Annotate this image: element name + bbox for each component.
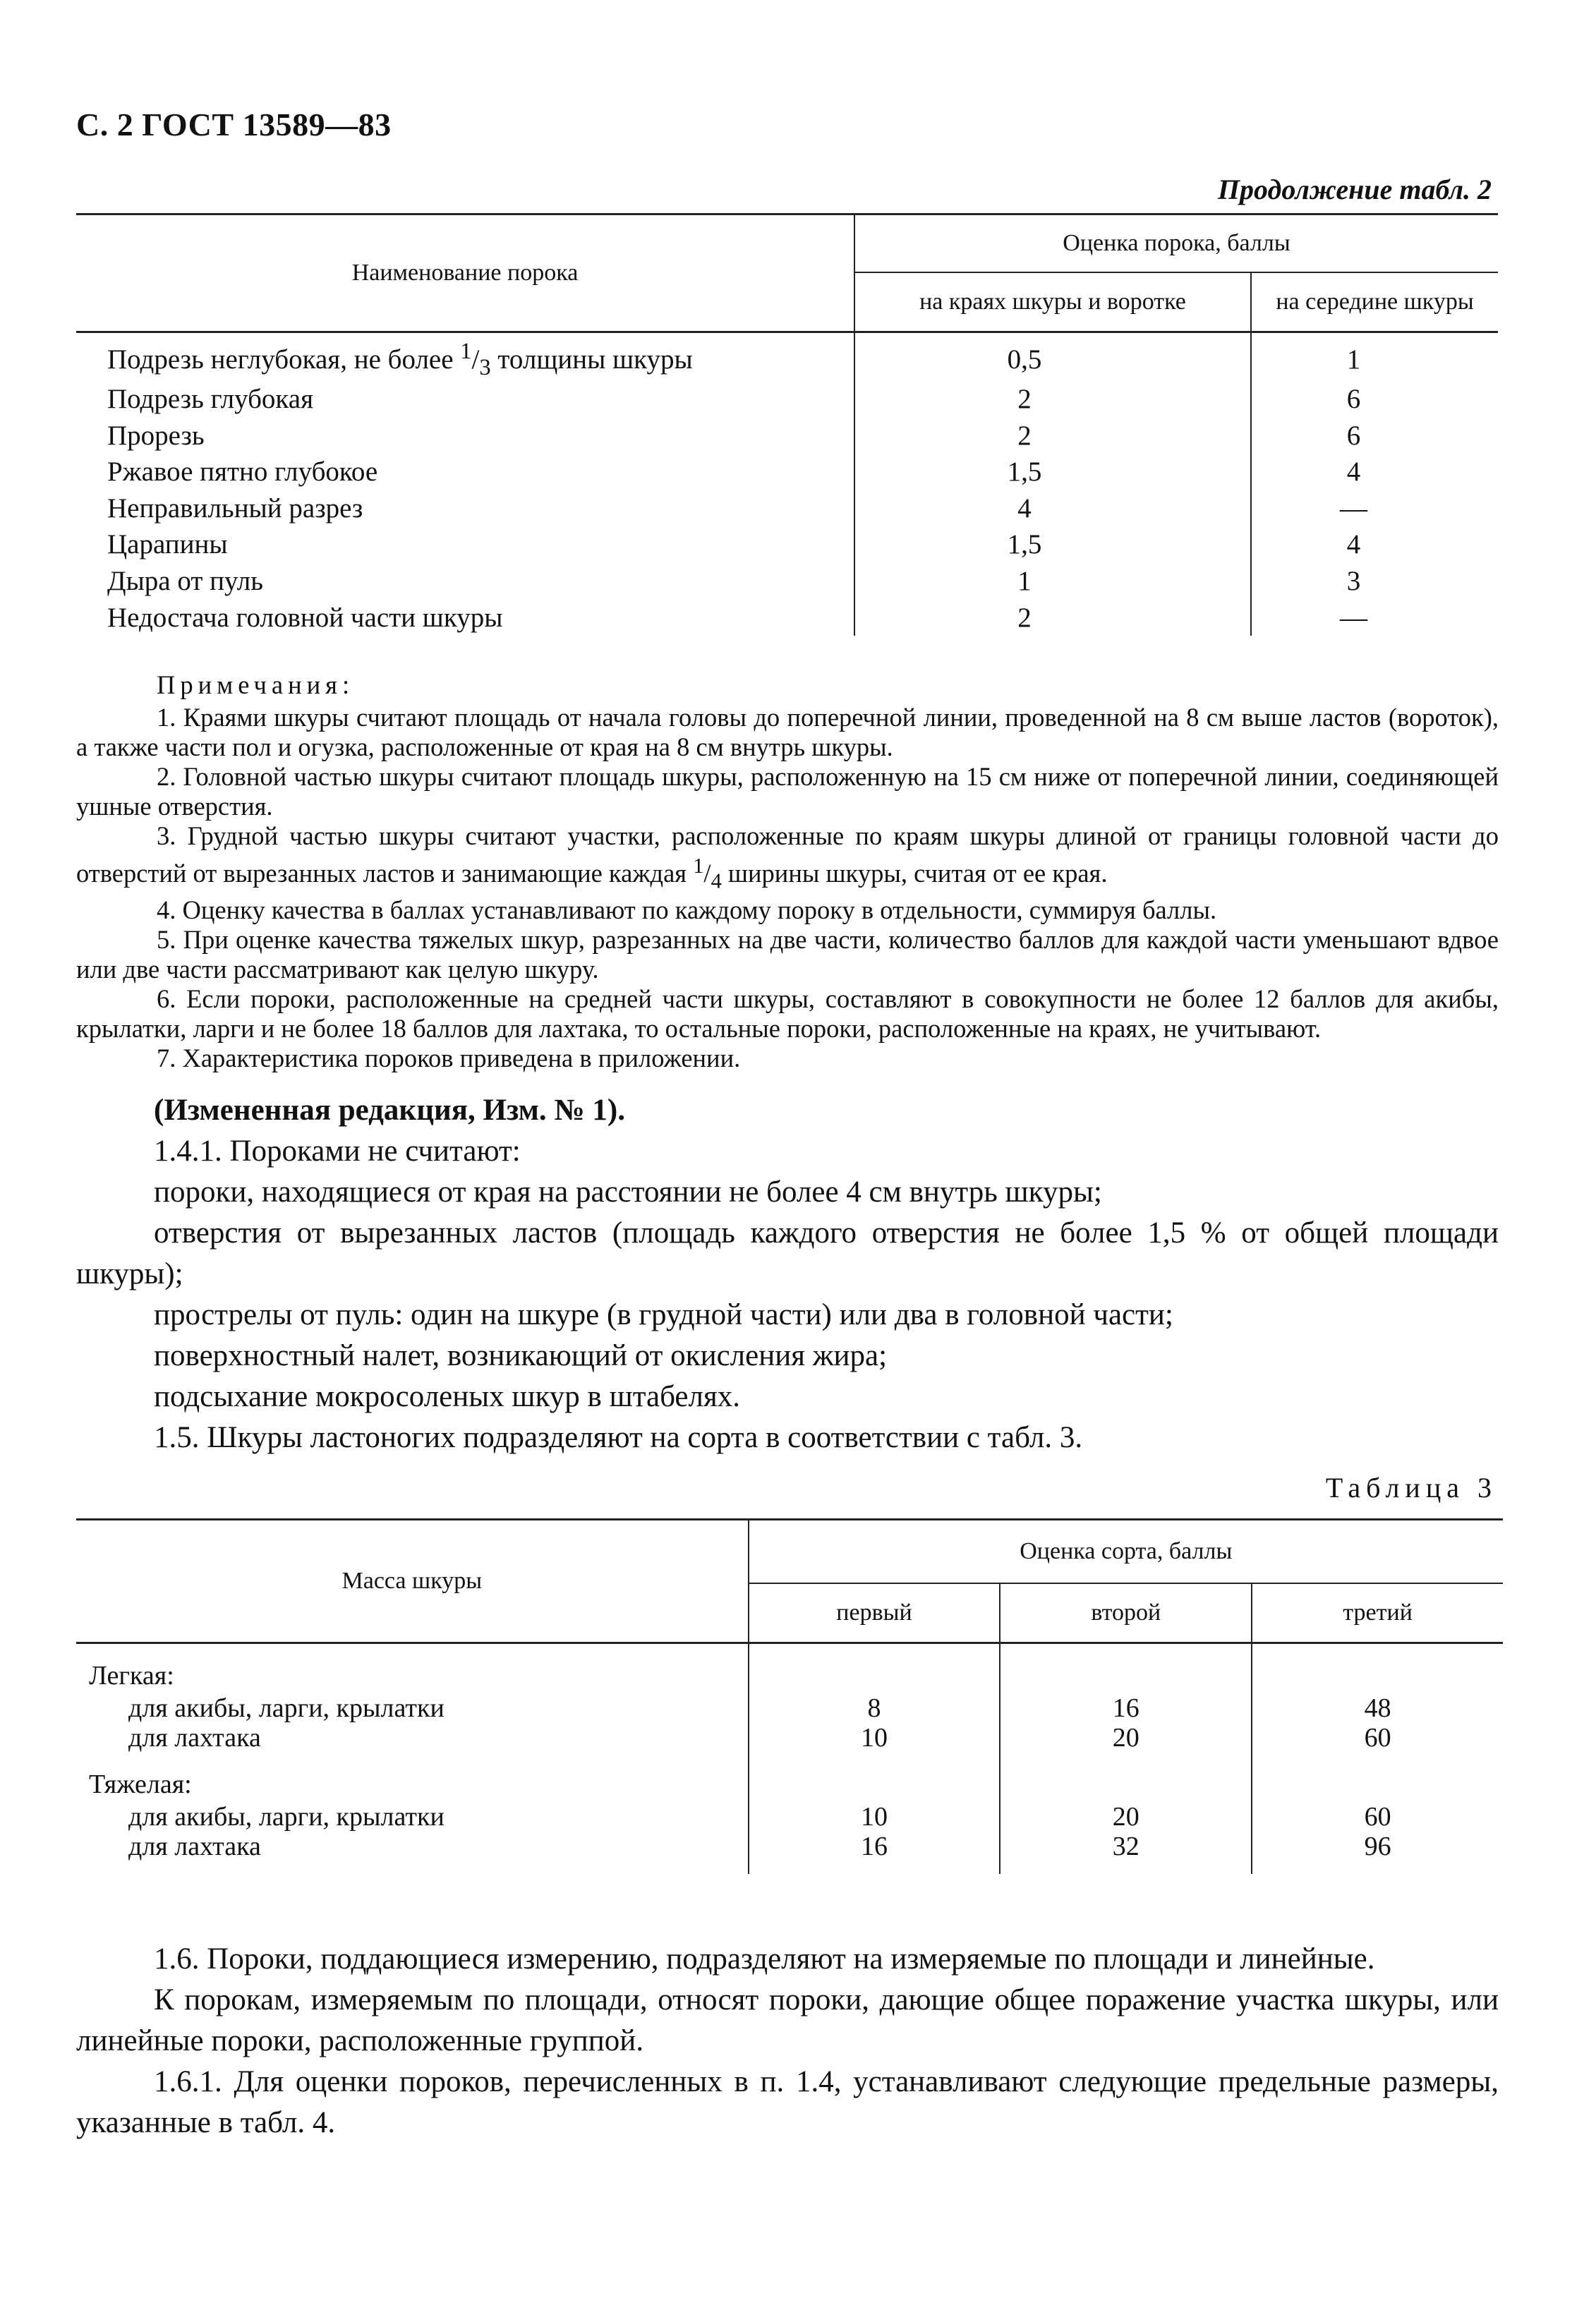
note-item: 5. При оценке качества тяжелых шкур, разрезанных на две части, количество баллов для каждой части уменьшают вдвое или две части рассматривают как целую шкуру. — [76, 925, 1499, 984]
third-grade-value: 48 — [1364, 1693, 1391, 1723]
paragraph: 1.6. Пороки, поддающиеся измерению, подразделяют на измеряемые по площади и линейные. — [154, 1942, 1375, 1976]
note-item: 6. Если пороки, расположенные на средней части шкуры, составляют в совокупности не более 12 баллов для акибы, крылатки, ларги и не более 18 баллов для лахтака, то остальные пороки, расположенные на краях, не учитывают. — [76, 984, 1499, 1044]
defect-name: Подрезь глубокая — [107, 384, 314, 415]
paragraph: подсыхание мокросоленых шкур в штабелях. — [154, 1380, 740, 1413]
second-grade-value: 20 — [1112, 1723, 1139, 1753]
table-3 — [76, 1518, 1503, 1874]
group-label: Легкая: — [89, 1661, 174, 1691]
column-header-middle: на середине шкуры — [1251, 272, 1498, 332]
note-item: 3. Грудной частью шкуры считают участки, расположенные по краям шкуры длиной от границы головной части до отверстий от вырезанных ластов и занимающие каждая $^1/_4$ ширины шкуры, считая от ее края. — [76, 821, 1499, 893]
column-header-score: Оценка порока, баллы — [854, 214, 1498, 273]
first-grade-value: 10 — [860, 1802, 888, 1832]
defect-name: Прорезь — [107, 420, 205, 451]
middle-score: 6 — [1251, 381, 1498, 418]
paragraph: 1.4.1. Пороками не считают: — [154, 1135, 521, 1168]
edges-score: 1,5 — [854, 526, 1251, 563]
edges-score: 1,5 — [854, 454, 1251, 490]
first-grade-value: 8 — [867, 1693, 881, 1723]
table-row — [76, 1802, 1503, 1874]
note-item: 7. Характеристика пороков приведена в приложении. — [157, 1044, 741, 1073]
edges-score: 2 — [854, 417, 1251, 454]
column-header-third: третий — [1252, 1583, 1503, 1643]
amendment-note: (Измененная редакция, Изм. № 1). — [154, 1094, 625, 1127]
first-grade-value: 10 — [860, 1723, 888, 1753]
paragraph: пороки, находящиеся от края на расстоянии не более 4 см внутрь шкуры; — [154, 1175, 1102, 1209]
column-header-mass: Масса шкуры — [76, 1520, 749, 1643]
note-item: 1. Краями шкуры считают площадь от начала головы до поперечной линии, проведенной на 8 см выше ластов (вороток), а также части пол и огузка, расположенные от края на 8 см внутрь шкуры. — [76, 703, 1499, 761]
middle-score: 6 — [1251, 417, 1498, 454]
table-group-row — [76, 1753, 1503, 1802]
note-item: 4. Оценку качества в баллах устанавливают по каждому пороку в отдельности, суммируя баллы. — [157, 895, 1217, 925]
row-label: для лахтака — [128, 1832, 261, 1861]
table-row — [76, 563, 1498, 600]
defect-name: Дыра от пуль — [107, 566, 264, 597]
third-grade-value: 96 — [1364, 1832, 1391, 1861]
paragraph: К порокам, измеряемым по площади, относят пороки, дающие общее поражение участка шкуры, или линейные пороки, расположенные группой. — [76, 1983, 1499, 2057]
table-row — [76, 1693, 1503, 1753]
row-label: для акибы, ларги, крылатки — [128, 1693, 445, 1723]
column-header-first: первый — [749, 1583, 1000, 1643]
table-row — [76, 454, 1498, 490]
page-header: С. 2 ГОСТ 13589—83 — [76, 107, 392, 143]
edges-score: 1 — [854, 563, 1251, 600]
table-row — [76, 381, 1498, 418]
table-3-caption: Таблица 3 — [1325, 1472, 1497, 1504]
table-row — [76, 417, 1498, 454]
defect-name: Подрезь неглубокая, не более $^1/_3$ толщины шкуры — [107, 339, 693, 380]
edges-score: 0,5 — [854, 332, 1251, 381]
closing-text — [76, 1939, 1499, 2143]
notes-section — [76, 670, 1499, 1073]
table-row — [76, 599, 1498, 636]
paragraph: 1.5. Шкуры ластоногих подразделяют на сорта в соответствии с табл. 3. — [154, 1421, 1083, 1454]
middle-score: 3 — [1251, 563, 1498, 600]
row-label: для лахтака — [128, 1723, 261, 1753]
middle-score: — — [1251, 490, 1498, 527]
defect-name: Неправильный разрез — [107, 492, 363, 524]
middle-score: 4 — [1251, 454, 1498, 490]
second-grade-value: 32 — [1112, 1832, 1139, 1861]
third-grade-value: 60 — [1364, 1723, 1391, 1753]
middle-score: — — [1251, 599, 1498, 636]
defect-name: Царапины — [107, 529, 228, 560]
second-grade-value: 16 — [1112, 1693, 1139, 1723]
table-row — [76, 332, 1498, 381]
table-row — [76, 490, 1498, 527]
column-header-second: второй — [1000, 1583, 1252, 1643]
paragraph: 1.6.1. Для оценки пороков, перечисленных в п. 1.4, устанавливают следующие предельные размеры, указанные в табл. 4. — [76, 2065, 1499, 2139]
table-group-row — [76, 1643, 1503, 1694]
table-row — [76, 526, 1498, 563]
notes-title: Примечания: — [157, 670, 355, 699]
first-grade-value: 16 — [860, 1832, 888, 1861]
defect-name: Ржавое пятно глубокое — [107, 456, 378, 488]
group-label: Тяжелая: — [89, 1770, 192, 1799]
table-continuation-label: Продолжение табл. 2 — [1217, 174, 1492, 205]
column-header-grade: Оценка сорта, баллы — [749, 1520, 1503, 1584]
defect-name: Недостача головной части шкуры — [107, 602, 503, 633]
paragraph: прострелы от пуль: один на шкуре (в грудной части) или два в головной части; — [154, 1298, 1173, 1331]
column-header-edges: на краях шкуры и воротке — [854, 272, 1251, 332]
column-header-defect-name: Наименование порока — [76, 214, 854, 332]
note-item: 2. Головной частью шкуры считают площадь шкуры, расположенную на 15 см ниже от поперечной линии, соединяющей ушные отверстия. — [76, 762, 1499, 821]
paragraph: отверстия от вырезанных ластов (площадь каждого отверстия не более 1,5 % от общей площади шкуры); — [76, 1216, 1499, 1290]
body-text — [76, 1090, 1499, 1458]
edges-score: 4 — [854, 490, 1251, 527]
third-grade-value: 60 — [1364, 1802, 1391, 1832]
paragraph: поверхностный налет, возникающий от окисления жира; — [154, 1339, 888, 1372]
second-grade-value: 20 — [1112, 1802, 1139, 1832]
table-2 — [76, 213, 1498, 636]
edges-score: 2 — [854, 381, 1251, 418]
row-label: для акибы, ларги, крылатки — [128, 1802, 445, 1832]
edges-score: 2 — [854, 599, 1251, 636]
middle-score: 1 — [1251, 332, 1498, 381]
middle-score: 4 — [1251, 526, 1498, 563]
